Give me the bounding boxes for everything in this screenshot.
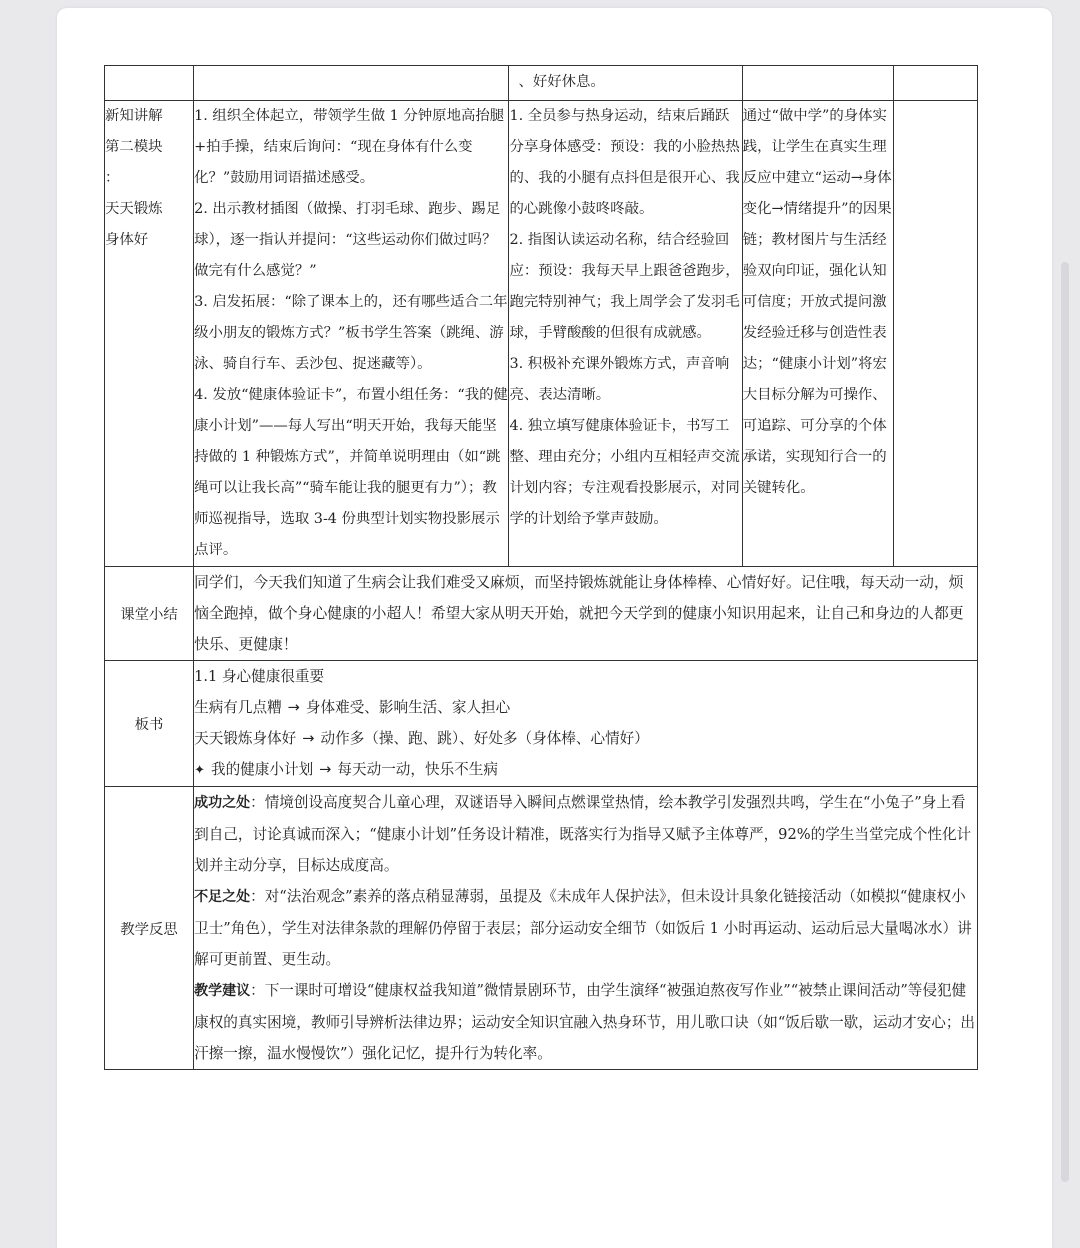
board-line-1: 生病有几点糟 → 身体难受、影响生活、家人担心 [194,699,511,716]
teacher-step-1: 1. 组织全体起立，带领学生做 1 分钟原地高抬腿+拍手操，结束后询问：“现在身体有什么变化？”鼓励用词语描述感受。 [194,108,505,186]
reflection-shortfall: 不足之处：对“法治观念”素养的落点稍显薄弱，虽提及《未成年人保护法》，但未设计具象化链接活动（如模拟“健康权小卫士”角色），学生对法律条款的理解仍停留于表层；部分运动安全细节（如饭后 1 小时再运动、运动后忌大量喝冰水）讲解可更前置、更生动。 [194,888,972,968]
arrow-right-icon: → [319,761,332,778]
sparkle-icon: ✦ [194,763,205,778]
summary-label: 课堂小结 [105,567,194,661]
cell-extra-module-2 [893,101,977,567]
design-intent [742,101,893,567]
board-title: 1.1 身心健康很重要 [194,668,325,685]
table-row-summary [105,567,978,661]
student-activities [509,101,742,567]
reflection-label: 教学反思 [105,787,194,1070]
summary-text: 同学们，今天我们知道了生病会让我们难受又麻烦，而坚持锻炼就能让身体棒棒、心情好好。记住哦，每天动一动，烦恼全跑掉，做个身心健康的小超人！希望大家从明天开始，就把今天学到的健康小知识用起来，让自己和身边的人都更快乐、更健康！ [194,567,978,661]
module-2-label: 新知讲解 第二模块 ： 天天锻炼 身体好 [105,101,194,567]
table-row-reflection [105,787,978,1070]
teacher-activities [194,101,509,567]
reflection-advice: 教学建议：下一课时可增设“健康权益我知道”微情景剧环节，由学生演绎“被强迫熬夜写作业”“被禁止课间活动”等侵犯健康权的真实困境，教师引导辨析法律边界；运动安全知识宜融入热身环节，用儿歌口诀（如“饭后歇一歇，运动才安心；出汗擦一擦，温水慢慢饮”）强化记忆，提升行为转化率。 [194,982,976,1062]
scrollbar[interactable] [1061,262,1069,1182]
board-label: 板书 [105,661,194,787]
arrow-right-icon: → [302,730,315,747]
table-row-board [105,661,978,787]
table-row-continued [105,66,978,101]
arrow-right-icon: → [287,699,300,716]
design-intent-text: 通过“做中学”的身体实践，让学生在真实生理反应中建立“运动→身体变化→情绪提升”的因果链；教材图片与生活经验双向印证，强化认知可信度；开放式提问激发经验迁移与创造性表达；“健康小计划”将宏大目标分解为可操作、可追踪、可分享的个体承诺，实现知行合一的关键转化。 [742,108,892,496]
teacher-step-2: 2. 出示教材插图（做操、打羽毛球、跑步、踢足球），逐一指认并提问：“这些运动你们做过吗？做完有什么感觉？” [194,201,501,279]
cell-teacher-empty [194,66,509,101]
student-step-3: 3. 积极补充课外锻炼方式，声音响亮、表达清晰。 [509,356,730,403]
continued-text: 、好好休息。 [518,74,605,90]
cell-extra-empty [893,66,977,101]
reflection-content [194,787,978,1070]
lesson-plan-table [104,65,978,1070]
student-step-2: 2. 指图认读运动名称，结合经验回应：预设：我每天早上跟爸爸跑步，跑完特别神气；我上周学会了发羽毛球，手臂酸酸的但很有成就感。 [509,232,740,341]
cell-label-empty [105,66,194,101]
board-content [194,661,978,787]
reflection-success: 成功之处：情境创设高度契合儿童心理，双谜语导入瞬间点燃课堂热情，绘本教学引发强烈共鸣，学生在“小兔子”身上看到自己，讨论真诚而深入；“健康小计划”任务设计精准，既落实行为指导又赋予主体尊严，92%的学生当堂完成个性化计划并主动分享，目标达成度高。 [194,794,972,874]
table-row-module-2 [105,101,978,567]
board-line-3: ✦ 我的健康小计划 → 每天动一动，快乐不生病 [194,761,498,778]
cell-intent-empty [742,66,893,101]
student-step-4: 4. 独立填写健康体验证卡，书写工整、理由充分；小组内互相轻声交流计划内容；专注观看投影展示，对同学的计划给予掌声鼓励。 [509,418,740,527]
teacher-step-3: 3. 启发拓展：“除了课本上的，还有哪些适合二年级小朋友的锻炼方式？”板书学生答案（跳绳、游泳、骑自行车、丢沙包、捉迷藏等）。 [194,294,508,372]
student-step-1: 1. 全员参与热身运动，结束后踊跃分享身体感受：预设：我的小脸热热的、我的小腿有点抖但是很开心、我的心跳像小鼓咚咚敲。 [509,108,740,217]
cell-student-continued [509,66,742,101]
board-line-2: 天天锻炼身体好 → 动作多（操、跑、跳）、好处多（身体棒、心情好） [194,730,649,747]
teacher-step-4: 4. 发放“健康体验证卡”，布置小组任务：“我的健康小计划”——每人写出“明天开始，我每天能坚持做的 1 种锻炼方式”，并简单说明理由（如“跳绳可以让我长高”“骑车能让我的腿更有力”）；教师巡视指导，选取 3-4 份典型计划实物投影展示点评。 [194,387,508,558]
